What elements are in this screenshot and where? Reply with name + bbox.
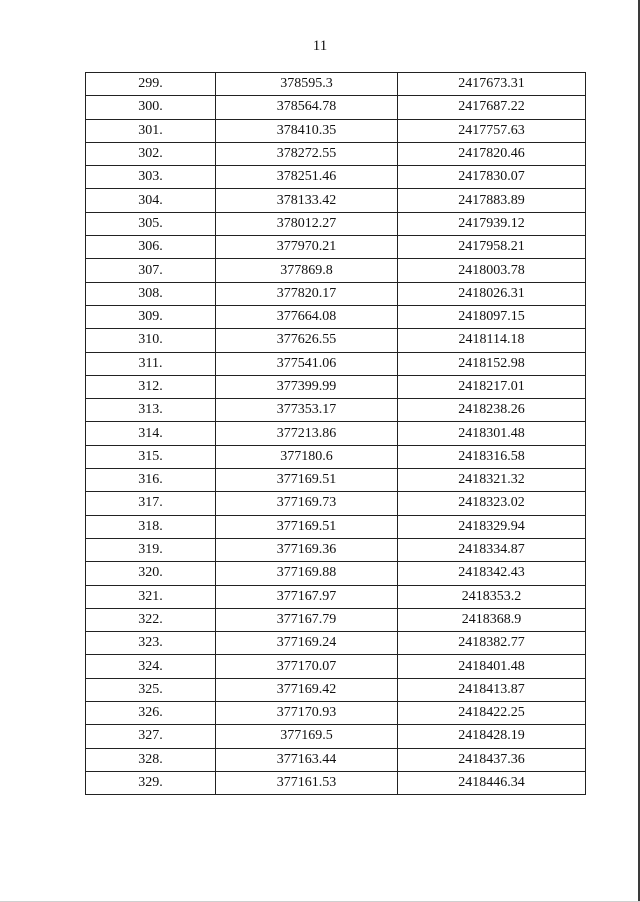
- point-number-cell: 319.: [86, 538, 216, 561]
- point-number-cell: 315.: [86, 445, 216, 468]
- x-coordinate-cell: 377167.97: [216, 585, 398, 608]
- point-number-cell: 316.: [86, 469, 216, 492]
- table-row: [86, 73, 586, 96]
- point-number-cell: 320.: [86, 562, 216, 585]
- y-coordinate-cell: 2418413.87: [398, 678, 586, 701]
- x-coordinate-cell: 377970.21: [216, 236, 398, 259]
- x-coordinate-cell: 378251.46: [216, 166, 398, 189]
- y-coordinate-cell: 2417757.63: [398, 119, 586, 142]
- table-row: [86, 259, 586, 282]
- table-row: [86, 375, 586, 398]
- x-coordinate-cell: 377213.86: [216, 422, 398, 445]
- y-coordinate-cell: 2418446.34: [398, 771, 586, 794]
- x-coordinate-cell: 377869.8: [216, 259, 398, 282]
- y-coordinate-cell: 2418316.58: [398, 445, 586, 468]
- point-number-cell: 326.: [86, 702, 216, 725]
- x-coordinate-cell: 378272.55: [216, 142, 398, 165]
- x-coordinate-cell: 377664.08: [216, 305, 398, 328]
- x-coordinate-cell: 377820.17: [216, 282, 398, 305]
- y-coordinate-cell: 2417958.21: [398, 236, 586, 259]
- y-coordinate-cell: 2418428.19: [398, 725, 586, 748]
- y-coordinate-cell: 2418329.94: [398, 515, 586, 538]
- x-coordinate-cell: 377180.6: [216, 445, 398, 468]
- y-coordinate-cell: 2418368.9: [398, 608, 586, 631]
- table-row: [86, 515, 586, 538]
- x-coordinate-cell: 377169.51: [216, 515, 398, 538]
- table-row: [86, 96, 586, 119]
- x-coordinate-cell: 378595.3: [216, 73, 398, 96]
- table-row: [86, 305, 586, 328]
- y-coordinate-cell: 2418003.78: [398, 259, 586, 282]
- point-number-cell: 329.: [86, 771, 216, 794]
- x-coordinate-cell: 377169.73: [216, 492, 398, 515]
- point-number-cell: 309.: [86, 305, 216, 328]
- point-number-cell: 323.: [86, 632, 216, 655]
- table-row: [86, 119, 586, 142]
- table-row: [86, 142, 586, 165]
- table-row: [86, 562, 586, 585]
- table-row: [86, 632, 586, 655]
- x-coordinate-cell: 377169.36: [216, 538, 398, 561]
- point-number-cell: 321.: [86, 585, 216, 608]
- table-row: [86, 492, 586, 515]
- table-row: [86, 212, 586, 235]
- coordinate-table: [85, 72, 586, 795]
- y-coordinate-cell: 2417883.89: [398, 189, 586, 212]
- y-coordinate-cell: 2418152.98: [398, 352, 586, 375]
- point-number-cell: 302.: [86, 142, 216, 165]
- y-coordinate-cell: 2418323.02: [398, 492, 586, 515]
- x-coordinate-cell: 377626.55: [216, 329, 398, 352]
- y-coordinate-cell: 2418334.87: [398, 538, 586, 561]
- point-number-cell: 303.: [86, 166, 216, 189]
- point-number-cell: 312.: [86, 375, 216, 398]
- y-coordinate-cell: 2418401.48: [398, 655, 586, 678]
- coordinate-table-body: [86, 73, 586, 795]
- x-coordinate-cell: 377163.44: [216, 748, 398, 771]
- point-number-cell: 300.: [86, 96, 216, 119]
- point-number-cell: 324.: [86, 655, 216, 678]
- x-coordinate-cell: 377169.24: [216, 632, 398, 655]
- table-row: [86, 166, 586, 189]
- table-row: [86, 655, 586, 678]
- point-number-cell: 327.: [86, 725, 216, 748]
- x-coordinate-cell: 377170.07: [216, 655, 398, 678]
- point-number-cell: 308.: [86, 282, 216, 305]
- y-coordinate-cell: 2417939.12: [398, 212, 586, 235]
- table-row: [86, 608, 586, 631]
- table-row: [86, 678, 586, 701]
- x-coordinate-cell: 377169.51: [216, 469, 398, 492]
- point-number-cell: 328.: [86, 748, 216, 771]
- table-row: [86, 748, 586, 771]
- table-row: [86, 282, 586, 305]
- table-row: [86, 352, 586, 375]
- x-coordinate-cell: 377167.79: [216, 608, 398, 631]
- table-row: [86, 189, 586, 212]
- point-number-cell: 322.: [86, 608, 216, 631]
- page-number: 11: [312, 38, 328, 54]
- point-number-cell: 301.: [86, 119, 216, 142]
- table-row: [86, 585, 586, 608]
- y-coordinate-cell: 2418097.15: [398, 305, 586, 328]
- x-coordinate-cell: 377161.53: [216, 771, 398, 794]
- y-coordinate-cell: 2418382.77: [398, 632, 586, 655]
- y-coordinate-cell: 2418437.36: [398, 748, 586, 771]
- table-row: [86, 329, 586, 352]
- table-row: [86, 422, 586, 445]
- x-coordinate-cell: 377169.5: [216, 725, 398, 748]
- x-coordinate-cell: 378133.42: [216, 189, 398, 212]
- y-coordinate-cell: 2417820.46: [398, 142, 586, 165]
- x-coordinate-cell: 378410.35: [216, 119, 398, 142]
- point-number-cell: 306.: [86, 236, 216, 259]
- point-number-cell: 305.: [86, 212, 216, 235]
- y-coordinate-cell: 2418321.32: [398, 469, 586, 492]
- x-coordinate-cell: 377170.93: [216, 702, 398, 725]
- table-row: [86, 702, 586, 725]
- y-coordinate-cell: 2418353.2: [398, 585, 586, 608]
- y-coordinate-cell: 2418301.48: [398, 422, 586, 445]
- y-coordinate-cell: 2417673.31: [398, 73, 586, 96]
- x-coordinate-cell: 378012.27: [216, 212, 398, 235]
- point-number-cell: 318.: [86, 515, 216, 538]
- x-coordinate-cell: 377353.17: [216, 399, 398, 422]
- y-coordinate-cell: 2418026.31: [398, 282, 586, 305]
- point-number-cell: 325.: [86, 678, 216, 701]
- x-coordinate-cell: 377169.42: [216, 678, 398, 701]
- table-row: [86, 725, 586, 748]
- point-number-cell: 311.: [86, 352, 216, 375]
- point-number-cell: 307.: [86, 259, 216, 282]
- table-row: [86, 469, 586, 492]
- x-coordinate-cell: 378564.78: [216, 96, 398, 119]
- point-number-cell: 314.: [86, 422, 216, 445]
- y-coordinate-cell: 2418217.01: [398, 375, 586, 398]
- x-coordinate-cell: 377399.99: [216, 375, 398, 398]
- table-row: [86, 771, 586, 794]
- point-number-cell: 310.: [86, 329, 216, 352]
- point-number-cell: 304.: [86, 189, 216, 212]
- y-coordinate-cell: 2418342.43: [398, 562, 586, 585]
- y-coordinate-cell: 2417687.22: [398, 96, 586, 119]
- y-coordinate-cell: 2417830.07: [398, 166, 586, 189]
- table-row: [86, 538, 586, 561]
- y-coordinate-cell: 2418114.18: [398, 329, 586, 352]
- y-coordinate-cell: 2418238.26: [398, 399, 586, 422]
- x-coordinate-cell: 377169.88: [216, 562, 398, 585]
- table-row: [86, 236, 586, 259]
- point-number-cell: 299.: [86, 73, 216, 96]
- y-coordinate-cell: 2418422.25: [398, 702, 586, 725]
- table-row: [86, 445, 586, 468]
- point-number-cell: 313.: [86, 399, 216, 422]
- x-coordinate-cell: 377541.06: [216, 352, 398, 375]
- point-number-cell: 317.: [86, 492, 216, 515]
- table-row: [86, 399, 586, 422]
